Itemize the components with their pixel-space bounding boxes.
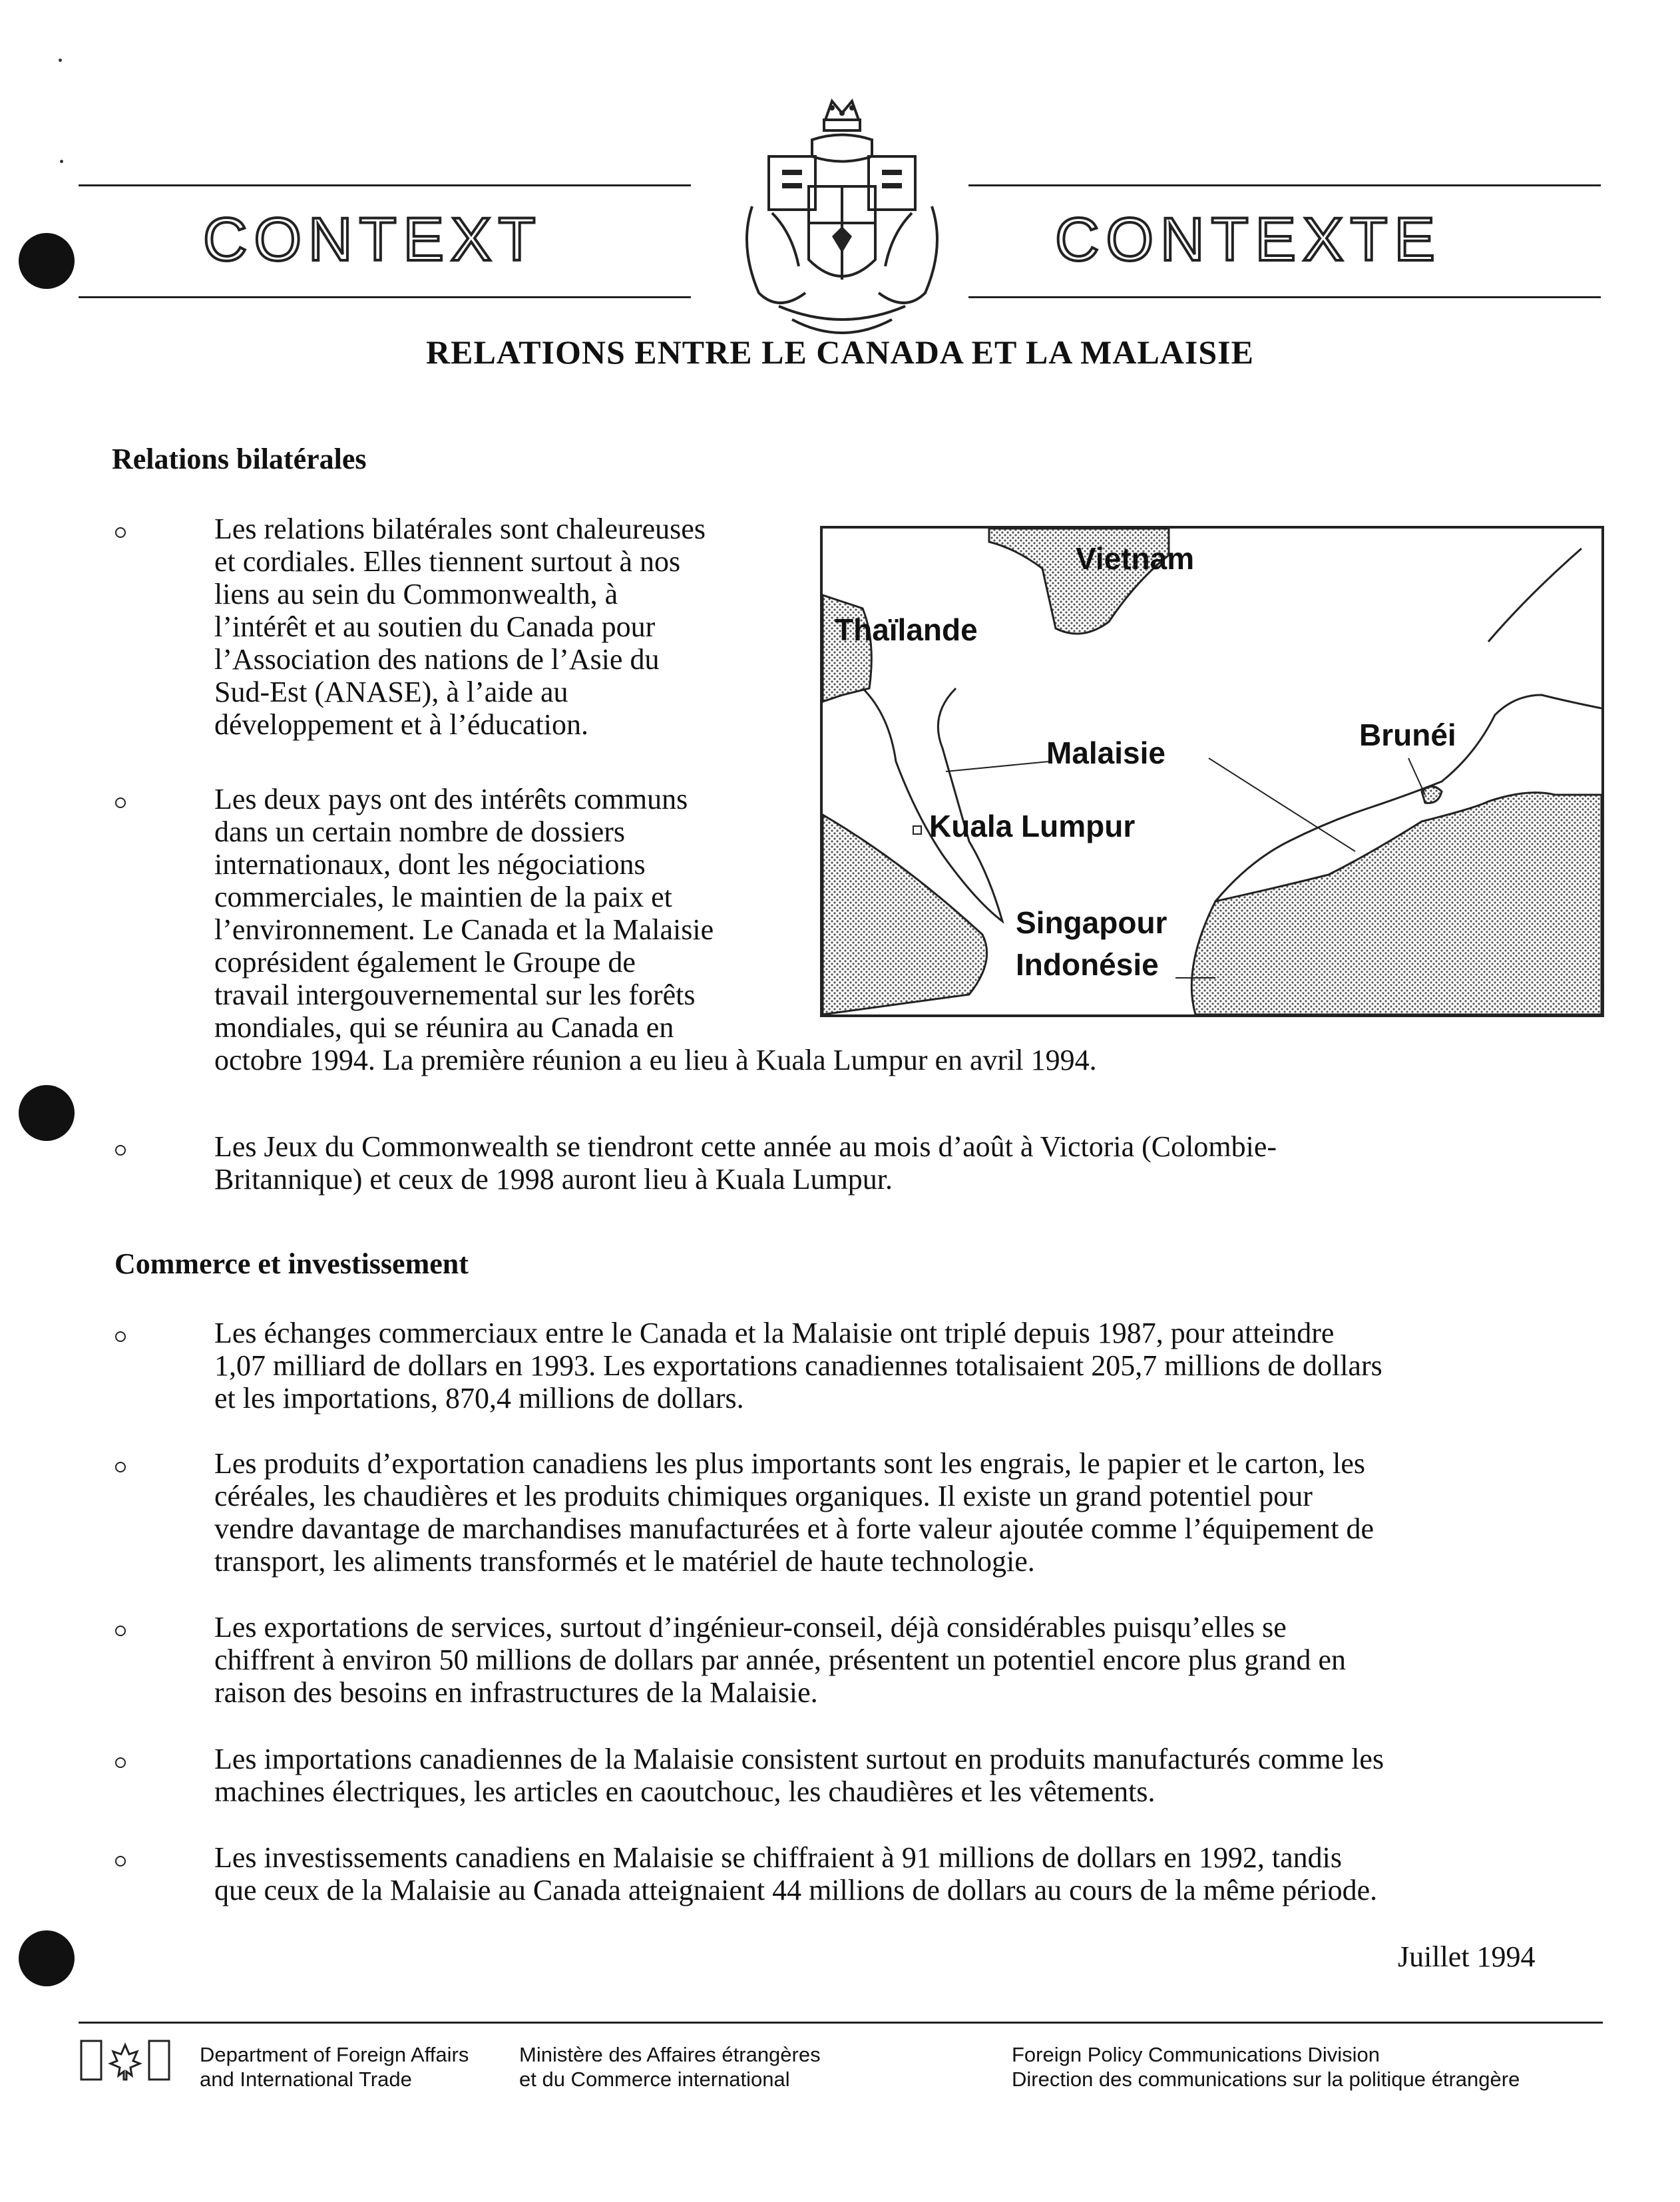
contexte-wordmark: CONTEXTE <box>1055 206 1442 274</box>
context-wordmark: CONTEXT <box>203 206 542 274</box>
region-map <box>820 526 1604 1017</box>
map-label-brunei: Brunéi <box>1359 718 1456 752</box>
canada-wordmark-logo <box>79 2037 172 2084</box>
paragraph-bilateral-3: Les Jeux du Commonwealth se tiendront cette année au mois d’août à Victoria (Colombie- Britannique) et ceux de 1998 auront lieu à Kuala Lumpur. <box>214 1130 1277 1196</box>
map-label-vietnam: Vietnam <box>1076 541 1195 576</box>
footer-dept-fr: Ministère des Affaires étrangères et du Commerce international <box>519 2043 821 2091</box>
paragraph-commerce-3: Les exportations de services, surtout d’ingénieur-conseil, déjà considérables puisqu’elles se chiffrent à environ 50 millions de dollars par année, présentent un potentiel encore plus grand en raison des besoins en infrastructures de la Malaisie. <box>214 1611 1346 1709</box>
binder-hole-bottom <box>19 1930 75 1986</box>
paragraph-bilateral-1: Les relations bilatérales sont chaleureuses et cordiales. Elles tiennent surtout à nos liens au sein du Commonwealth, à l’intérêt et au soutien du Canada pour l’Association des nations de l’Asie du Sud-Est (ANASE), à l’aide au développement et à l’éducation. <box>214 513 706 741</box>
speck <box>59 59 62 62</box>
bullet-marker <box>115 1462 126 1472</box>
footer-dept-en: Department of Foreign Affairs and International Trade <box>200 2043 469 2091</box>
binder-hole-top <box>19 233 75 289</box>
section-heading-bilateral: Relations bilatérales <box>112 443 367 475</box>
paragraph-commerce-2: Les produits d’exportation canadiens les plus importants sont les engrais, le papier et le carton, les céréales, les chaudières et les produits chimiques organiques. Il existe un grand potentiel pour vendre davantage de marchandises manufacturées et à forte valeur ajoutée comme l’équipement de transport, les aliments transformés et le matériel de haute technologie. <box>214 1447 1374 1578</box>
footer-rule <box>79 2022 1603 2024</box>
footer-division: Foreign Policy Communications Division Direction des communications sur la politique étrangère <box>1012 2043 1520 2091</box>
bullet-marker <box>115 1757 126 1768</box>
map-label-thailande: Thaïlande <box>835 612 978 647</box>
header-rule-left-top <box>79 184 691 186</box>
header-rule-right-bottom <box>968 296 1601 298</box>
bullet-marker <box>115 1145 126 1156</box>
binder-hole-middle <box>19 1085 75 1141</box>
bullet-marker <box>115 1331 126 1342</box>
map-label-malaisie: Malaisie <box>1046 736 1165 770</box>
map-drawing <box>823 529 1601 1014</box>
paragraph-commerce-5: Les investissements canadiens en Malaisie se chiffraient à 91 millions de dollars en 1992, tandis que ceux de la Malaisie au Canada atteignaient 44 millions de dollars au cours de la même période. <box>214 1841 1378 1906</box>
map-label-singapour: Singapour <box>1016 905 1167 940</box>
paragraph-bilateral-2: Les deux pays ont des intérêts communs dans un certain nombre de dossiers internationaux, dont les négociations commerciales, le maintien de la paix et l’environnement. Le Canada et la Malaisie coprésident également le Groupe de travail intergouvernemental sur les forêts mondiales, qui se réunira au Canada en octobre 1994. La première réunion a eu lieu à Kuala Lumpur en avril 1994. <box>214 783 1097 1076</box>
speck <box>60 160 63 163</box>
header-rule-right-top <box>968 184 1601 186</box>
bullet-marker <box>115 1626 126 1636</box>
bullet-marker <box>115 1856 126 1867</box>
section-heading-commerce: Commerce et investissement <box>114 1247 469 1280</box>
map-label-kuala-lumpur: Kuala Lumpur <box>929 809 1136 843</box>
coat-of-arms-emblem <box>732 93 952 353</box>
page-title: RELATIONS ENTRE LE CANADA ET LA MALAISIE <box>425 333 1254 371</box>
map-label-indonesie: Indonésie <box>1016 947 1159 982</box>
document-date: Juillet 1994 <box>1398 1940 1536 1973</box>
header-rule-left-bottom <box>79 296 691 298</box>
bullet-marker <box>115 527 126 538</box>
bullet-marker <box>115 797 126 808</box>
paragraph-commerce-1: Les échanges commerciaux entre le Canada et la Malaisie ont triplé depuis 1987, pour atteindre 1,07 milliard de dollars en 1993. Les exportations canadiennes totalisaient 205,7 millions de dollars et les importations, 870,4 millions de dollars. <box>214 1317 1382 1415</box>
paragraph-commerce-4: Les importations canadiennes de la Malaisie consistent surtout en produits manufacturés comme les machines électriques, les articles en caoutchouc, les chaudières et les vêtements. <box>214 1743 1384 1808</box>
